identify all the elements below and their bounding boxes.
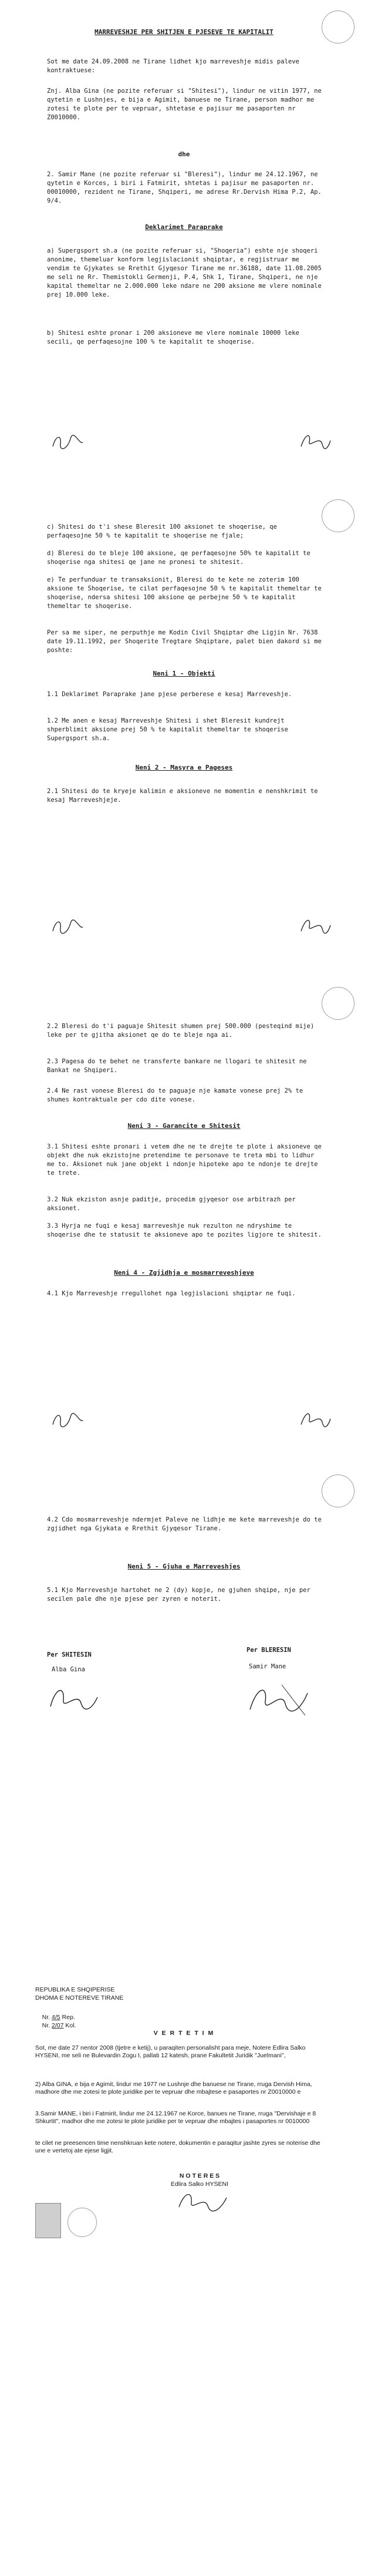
clause-3-1: 3.1 Shitesi eshte pronari i vetem dhe ne te drejte te plote i aksioneve qe objekt dhe nuk ekzistojne pretendime te personave te treta mbi to lidhur me to. Aksionet nuk jane objekt i ndonje hipoteke apo te ndonje te drejte te trete. bbox=[47, 1143, 326, 1177]
notary-title: N O T E R E S bbox=[179, 2172, 220, 2179]
notary-stamp-watermark bbox=[322, 987, 355, 1020]
conjunction-dhe: dhe bbox=[178, 150, 190, 158]
seller-full-signature bbox=[47, 1683, 100, 1715]
register-number-row: Nr. 4/5 Rep. bbox=[42, 2014, 75, 2021]
certificate-closing: te cilet ne preesencen time nenshkruan kete notere, dokumentin e paraqitur jashte zyres se noterise dhe une e vertetoj ate ejese ligjit. bbox=[35, 2140, 322, 2154]
article-2-title: Neni 2 - Masyra e Pageses bbox=[135, 764, 233, 771]
clause-3-2: 3.2 Nuk ekziston asnje paditje, procedim gjyqesor ose arbitrazh per aksionet. bbox=[47, 1196, 299, 1212]
declaration-b: b) Shitesi eshte pronar i 200 aksioneve me vlere nominale 10000 leke secili, qe perfaqesojne 100 % te kapitalit te shoqerise. bbox=[47, 330, 303, 345]
seller-initials-signature bbox=[50, 432, 85, 453]
notary-stamp-watermark bbox=[322, 1475, 355, 1507]
clause-2-4: 2.4 Ne rast vonese Bleresi do te paguaje nje kamate vonese prej 2% te shumes kontraktuale per cdo dite vonese. bbox=[47, 1087, 307, 1103]
buyer-initials-signature bbox=[296, 1407, 332, 1430]
clause-4-2: 4.2 Cdo mosmarreveshje ndermjet Paleve ne lidhje me kete marreveshje do te zgjidhet nga Gjykata e Rrethit Gjyqesor Tirane. bbox=[47, 1516, 326, 1532]
clause-2-3: 2.3 Pagesa do te behet ne transferte bankare ne llogari te shitesit ne Bankat ne Shqiperi. bbox=[47, 1058, 310, 1074]
document-page-2 bbox=[0, 488, 368, 969]
certificate-heading: V E R T E T I M bbox=[153, 2030, 215, 2037]
article-5-title: Neni 5 - Gjuha e Marreveshjes bbox=[127, 1563, 241, 1570]
notary-stamp-watermark bbox=[322, 499, 355, 532]
document-title: MARREVESHJE PER SHITJEN E PJESEVE TE KAPITALIT bbox=[94, 28, 274, 36]
declaration-c: c) Shitesi do t'i shese Bleresit 100 aksionet te shoqerise, qe perfaqesojne 50 % te kapitalit te shoqerise ne fjale; bbox=[47, 523, 281, 539]
article-1-title: Neni 1 - Objekti bbox=[153, 670, 215, 677]
collection-number-row: Nr. 2/07 Kol. bbox=[42, 2022, 76, 2029]
buyer-full-signature bbox=[247, 1680, 311, 1721]
buyer-label: Per BLERESIN bbox=[247, 1647, 291, 1654]
clause-2-2: 2.2 Bleresi do t'i paguaje Shitesit shumen prej 500.000 (pesteqind mije) leke per te gjitha aksionet qe do te bleje nga ai. bbox=[47, 1023, 318, 1039]
clause-1-2: 1.2 Me anen e kesaj Marreveshje Shitesi i shet Bleresit kundrejt shperblimit aksione prej 50 % te kapitalit themeltar te shoqerise Supergsport sh.a. bbox=[47, 717, 292, 742]
clause-4-1: 4.1 Kjo Marreveshje rregullohet nga legjislacioni shqiptar ne fuqi. bbox=[47, 1290, 296, 1297]
certificate-body: Sot, me date 27 nentor 2008 (tjetre e ketij), u paraqiten personalisht para meje, Notere Edlira Salko HYSENI, me seli ne Bulevardin Zogu I, pallati 12 katesh, prane Fakultetit Juridik "Juelmani", bbox=[35, 2044, 308, 2059]
declaration-d: d) Bleresi do te bleje 100 aksione, qe perfaqesojne 50% te kapitalit te shoqerise nga shitesi qe jane ne pronesi te shitesit. bbox=[47, 550, 315, 566]
register-number: 4/5 bbox=[52, 2014, 60, 2021]
header-republic: REPUBLIKA E SHQIPERISE bbox=[35, 1986, 115, 1993]
notary-seal bbox=[67, 2208, 97, 2237]
buyer-initials-signature bbox=[296, 429, 332, 452]
seller-label: Per SHITESIN bbox=[47, 1651, 92, 1658]
document-page-4 bbox=[0, 1463, 368, 1944]
clause-2-1: 2.1 Shitesi do te kryeje kalimin e aksioneve ne momentin e nenshkrimit te kesaj Marreveshjeje. bbox=[47, 788, 322, 804]
party-seller: Znj. Alba Gina (ne pozite referuar si "Shitesi"), lindur ne vitin 1977, ne qytetin e Lushnjes, e bija e Agimit, banuese ne Tirane, person madhor me zotesi te plote per te vepruar, shtetase e pajisur me pasaporten nr Z0010000. bbox=[47, 88, 326, 121]
buyer-name: Samir Mane bbox=[249, 1663, 286, 1670]
appearing-party-3: 3.Samir MANE, i biri i Fatmirit, lindur me 24.12.1967 ne Korce, banues ne Tirane, rruga "Dervishaje e 8 Shkurtit", madhor dhe me zotesi te plote juridike per te vepruar dhe mbajtes i pasaportes nr 0010000 bbox=[35, 2110, 318, 2125]
header-chamber: DHOMA E NOTEREVE TIRANE bbox=[35, 1994, 124, 2001]
section-title-declarations: Deklarimet Paraprake bbox=[145, 223, 223, 231]
notary-signature bbox=[176, 2188, 229, 2215]
notary-name: Edlira Salko HYSENI bbox=[170, 2181, 229, 2188]
clause-3-3: 3.3 Hyrja ne fuqi e kesaj marreveshje nuk rezulton ne ndryshime te shoqerise dhe te statusit te aksioneve apo te pozites ligjore te shitesit. bbox=[47, 1222, 322, 1238]
seller-initials-signature bbox=[50, 916, 85, 938]
seller-initials-signature bbox=[50, 1410, 85, 1431]
article-4-title: Neni 4 - Zgjidhja e mosmarreveshjeve bbox=[114, 1269, 254, 1277]
article-3-title: Neni 3 - Garancite e Shitesit bbox=[127, 1122, 241, 1130]
stamp-duty-photo bbox=[35, 2203, 61, 2238]
clause-1-1: 1.1 Deklarimet Paraprake jane pjese perberese e kesaj Marreveshje. bbox=[47, 691, 292, 698]
collection-number: 2/07 bbox=[52, 2022, 64, 2029]
seller-name: Alba Gina bbox=[52, 1666, 85, 1673]
appearing-party-2: 2) Alba GINA, e bija e Agimit, lindur me 1977 ne Lushnje dhe banuese ne Tirane, rruga Dervish Hima, madhore dhe me zotesi te plote juridike per te vepruar dhe mbajtese e pasaportes nr Z0010000 e bbox=[35, 2081, 314, 2095]
document-page-1 bbox=[0, 0, 368, 482]
party-buyer: 2. Samir Mane (ne pozite referuar si "Bleresi"), lindur me 24.12.1967, ne qytetin e Korces, i biri i Fatmirit, shtetas i pajisur me pasaporten nr. 00010000, rezident ne Tirane, Shqiperi, me adrese Rr.Dervish Hima P.2, Ap. 9/4. bbox=[47, 171, 326, 204]
notary-stamp-watermark bbox=[322, 11, 355, 43]
clause-5-1: 5.1 Kjo Marreveshje hartohet ne 2 (dy) kopje, ne gjuhen shqipe, nje per secilen pale dhe nje pjese per zyren e noterit. bbox=[47, 1587, 315, 1603]
agreement-intro: Sot me date 24.09.2008 ne Tirane lidhet kjo marreveshje midis paleve kontraktuese: bbox=[47, 58, 303, 74]
document-page-3 bbox=[0, 975, 368, 1457]
declaration-e: e) Te perfunduar te transaksionit, Bleresi do te kete ne zoterim 100 aksione te Shoqerise, te cilat perfaqesojne 50 % te kapitalit themeltar te shoqerise, ndersa shitesi 100 aksione qe perbejne 50 % te kapitalit themeltar te shoqerise. bbox=[47, 576, 326, 610]
buyer-initials-signature bbox=[296, 913, 332, 937]
agreement-preamble: Per sa me siper, ne perputhje me Kodin Civil Shqiptar dhe Ligjin Nr. 7638 date 19.11.1992, per Shoqerite Tregtare Shqiptare, palet bien dakord si me poshte: bbox=[47, 629, 326, 654]
declaration-a: a) Supergsport sh.a (ne pozite referuar si, "Shoqeria") eshte nje shoqeri anonime, themeluar konform legjislacionit shqiptar, e regjistruar me vendim te Gjykates se Rrethit Gjyqesor Tirane me nr.36188, date 11.08.2005 me seli ne Rr. Themistokli Germenji, P.4, Shk 1, Tirane, Shqiperi, ne nje kapital themeltar ne 2.000.000 leke ndare ne 200 aksione me vlere nominale prej 10.000 leke. bbox=[47, 247, 326, 298]
document-page-5-notary-certificate bbox=[0, 1950, 368, 2576]
